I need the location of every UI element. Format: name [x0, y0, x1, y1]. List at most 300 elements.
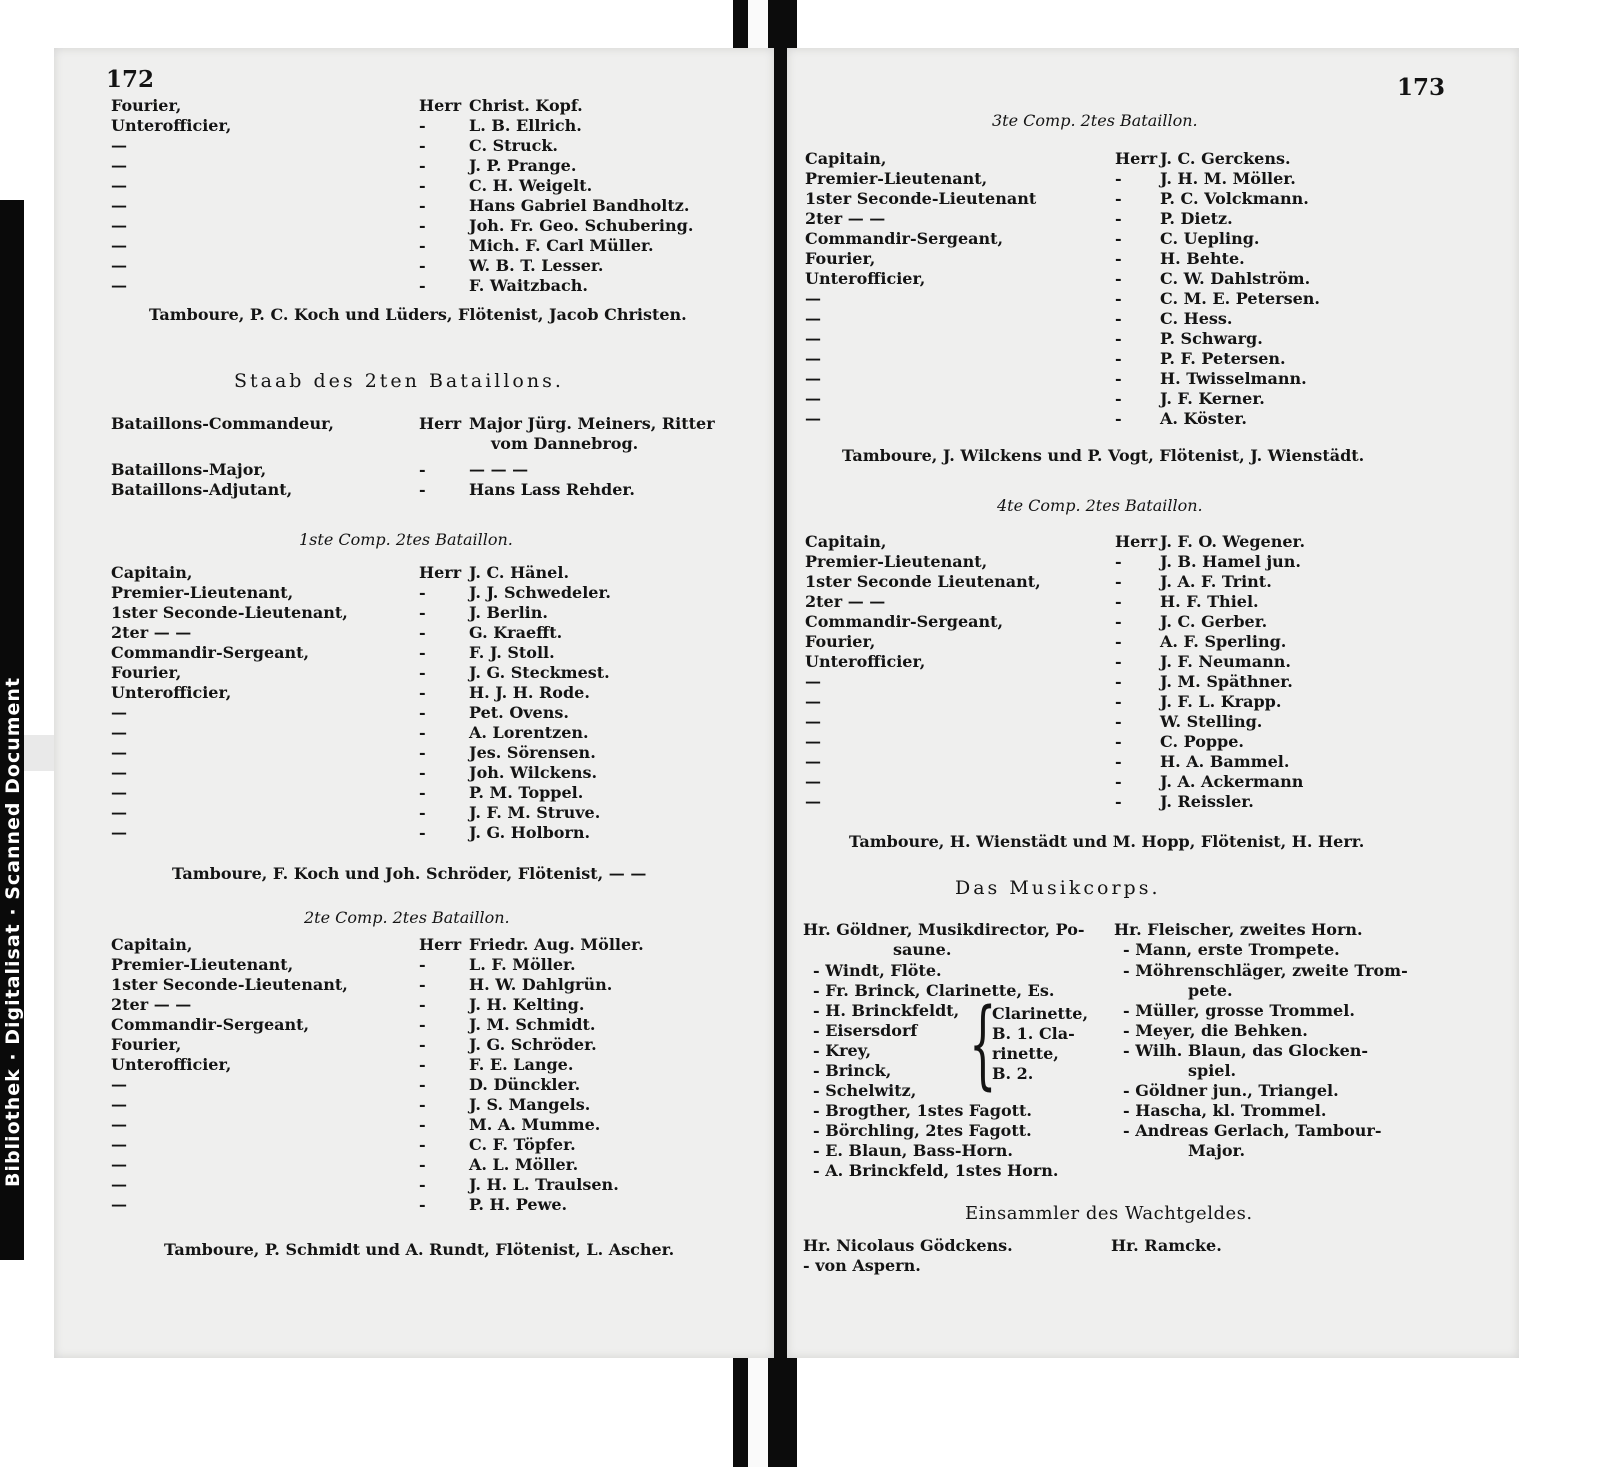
title-prefix: -: [419, 603, 426, 622]
roster-row: [111, 803, 789, 823]
title-prefix: -: [419, 176, 426, 195]
roster-row: [111, 196, 789, 216]
musician-entry: - Andreas Gerlach, Tambour-: [1123, 1121, 1382, 1140]
roster-row: [111, 1135, 789, 1155]
person-name: Friedr. Aug. Möller.: [469, 935, 644, 954]
person-name: H. Behte.: [1160, 249, 1245, 268]
rank-label: Bataillons-Commandeur,: [111, 414, 334, 433]
musician-entry: - Krey,: [813, 1041, 872, 1060]
person-name: J. C. Gerckens.: [1160, 149, 1291, 168]
roster-row: [111, 1155, 789, 1175]
instrument-label: Clarinette,: [992, 1004, 1089, 1023]
title-prefix: -: [1115, 309, 1122, 328]
roster-row: [111, 460, 751, 480]
person-name: Joh. Wilckens.: [469, 763, 598, 782]
person-name: J. C. Hänel.: [469, 563, 570, 582]
person-name: P. C. Volckmann.: [1160, 189, 1309, 208]
roster-row: [805, 612, 1480, 632]
musician-entry: - Fr. Brinck, Clarinette, Es.: [813, 981, 1055, 1000]
rank-label: —: [111, 743, 127, 762]
title-prefix: -: [419, 663, 426, 682]
roster-row: [111, 783, 789, 803]
roster-row: [805, 249, 1480, 269]
title-prefix: -: [419, 1055, 426, 1074]
title-prefix: -: [1115, 409, 1122, 428]
title-prefix: Herr: [419, 563, 462, 582]
roster-row: [805, 389, 1480, 409]
person-name: J. H. L. Traulsen.: [469, 1175, 619, 1194]
roster-row: [111, 236, 789, 256]
person-name: L. F. Möller.: [469, 955, 576, 974]
title-prefix: -: [419, 460, 426, 479]
person-name: Hans Lass Rehder.: [469, 480, 635, 499]
musician-entry: - Göldner jun., Triangel.: [1123, 1081, 1339, 1100]
title-prefix: -: [419, 236, 426, 255]
person-name: J. Berlin.: [469, 603, 548, 622]
title-prefix: -: [1115, 772, 1122, 791]
person-name: P. H. Pewe.: [469, 1195, 568, 1214]
title-prefix: -: [1115, 712, 1122, 731]
roster-row: [111, 414, 751, 453]
person-name: C. Poppe.: [1160, 732, 1244, 751]
musician-entry: - Möhrenschläger, zweite Trom-: [1123, 961, 1408, 980]
title-prefix: -: [419, 276, 426, 295]
person-name: G. Kraefft.: [469, 623, 563, 642]
title-prefix: -: [419, 1175, 426, 1194]
title-prefix: -: [419, 643, 426, 662]
person-name: Hans Gabriel Bandholtz.: [469, 196, 690, 215]
roster-row: [111, 603, 789, 623]
title-prefix: -: [419, 1195, 426, 1214]
title-prefix: -: [419, 1155, 426, 1174]
roster-row: [805, 672, 1480, 692]
title-prefix: Herr: [419, 96, 462, 115]
musician-entry: - Schelwitz,: [813, 1081, 917, 1100]
rank-label: 1ster Seconde-Lieutenant: [805, 189, 1037, 208]
person-name: F. J. Stoll.: [469, 643, 555, 662]
scan-edge-label: Bibliothek · Digitalisat · Scanned Document: [2, 676, 24, 1188]
title-prefix: -: [419, 823, 426, 842]
rank-label: Fourier,: [111, 1035, 182, 1054]
roster-row: [111, 1055, 789, 1075]
title-prefix: -: [1115, 289, 1122, 308]
rank-label: —: [111, 1115, 127, 1134]
roster-row: [111, 763, 789, 783]
company-heading: 4te Comp. 2tes Bataillon.: [997, 496, 1203, 515]
title-prefix: -: [1115, 552, 1122, 571]
roster-row: [805, 269, 1480, 289]
person-name: C. F. Töpfer.: [469, 1135, 576, 1154]
roster-row: [805, 329, 1480, 349]
musician-entry: - Müller, grosse Trommel.: [1123, 1001, 1355, 1020]
title-prefix: Herr: [419, 414, 462, 433]
roster-row: [111, 1015, 789, 1035]
roster-row: [805, 552, 1480, 572]
section-heading: Staab des 2ten Bataillons.: [234, 370, 564, 392]
person-name: H. W. Dahlgrün.: [469, 975, 613, 994]
person-name: J. M. Späthner.: [1160, 672, 1293, 691]
person-name: Christ. Kopf.: [469, 96, 583, 115]
roster-row: [805, 169, 1480, 189]
rank-label: Fourier,: [805, 632, 876, 651]
title-prefix: -: [419, 1075, 426, 1094]
rank-label: Unterofficier,: [805, 269, 926, 288]
roster-row: [805, 349, 1480, 369]
musician-entry: saune.: [893, 940, 952, 959]
person-name: J. G. Holborn.: [469, 823, 591, 842]
rank-label: —: [111, 176, 127, 195]
roster-row: [805, 209, 1480, 229]
title-prefix: -: [1115, 269, 1122, 288]
title-prefix: -: [1115, 249, 1122, 268]
roster-row: [111, 216, 789, 236]
title-prefix: -: [419, 216, 426, 235]
roster-row: [111, 723, 789, 743]
rank-label: Capitain,: [111, 563, 193, 582]
roster-row: [805, 732, 1480, 752]
musician-entry: - Wilh. Blaun, das Glocken-: [1123, 1041, 1369, 1060]
roster-row: [805, 692, 1480, 712]
musician-entry: spiel.: [1188, 1061, 1237, 1080]
rank-label: Commandir-Sergeant,: [805, 612, 1004, 631]
rank-label: —: [805, 349, 821, 368]
title-prefix: -: [419, 955, 426, 974]
right-page-text: [787, 48, 1519, 1358]
person-name: C. Uepling.: [1160, 229, 1260, 248]
musician-entry: Major.: [1188, 1141, 1246, 1160]
rank-label: Commandir-Sergeant,: [805, 229, 1004, 248]
person-name: J. J. Schwedeler.: [469, 583, 611, 602]
title-prefix: -: [419, 703, 426, 722]
company-heading: 1ste Comp. 2tes Bataillon.: [299, 530, 513, 549]
roster-row: [805, 772, 1480, 792]
roster-row: [111, 1175, 789, 1195]
person-name: J. G. Schröder.: [469, 1035, 597, 1054]
musician-entry: - Brinck,: [813, 1061, 892, 1080]
title-prefix: -: [419, 763, 426, 782]
title-prefix: -: [1115, 592, 1122, 611]
title-prefix: -: [1115, 792, 1122, 811]
person-name: J. B. Hamel jun.: [1160, 552, 1301, 571]
musician-entry: - Windt, Flöte.: [813, 961, 942, 980]
person-name: F. Waitzbach.: [469, 276, 588, 295]
scan-edge-strip: [0, 200, 24, 1260]
roster-row: [111, 176, 789, 196]
rank-label: —: [111, 1195, 127, 1214]
roster-row: [111, 156, 789, 176]
person-name: H. Twisselmann.: [1160, 369, 1307, 388]
rank-label: —: [805, 289, 821, 308]
rank-label: —: [111, 803, 127, 822]
tamboure-line: Tamboure, H. Wienstädt und M. Hopp, Flötenist, H. Herr.: [849, 832, 1365, 851]
title-prefix: -: [1115, 189, 1122, 208]
rank-label: —: [111, 236, 127, 255]
title-prefix: -: [419, 1135, 426, 1154]
rank-label: —: [111, 763, 127, 782]
roster-row: [805, 149, 1480, 169]
title-prefix: -: [419, 1015, 426, 1034]
rank-label: —: [111, 1175, 127, 1194]
roster-row: [111, 1195, 789, 1215]
rank-label: Unterofficier,: [111, 683, 232, 702]
rank-label: —: [111, 823, 127, 842]
rank-label: Commandir-Sergeant,: [111, 643, 310, 662]
title-prefix: Herr: [1115, 149, 1158, 168]
rank-label: Unterofficier,: [111, 116, 232, 135]
rank-label: —: [805, 409, 821, 428]
rank-label: —: [805, 792, 821, 811]
collector-entry: Hr. Ramcke.: [1111, 1236, 1222, 1255]
person-name: H. A. Bammel.: [1160, 752, 1290, 771]
roster-row: [111, 116, 789, 136]
title-prefix: -: [419, 723, 426, 742]
title-prefix: -: [419, 975, 426, 994]
company-heading: 3te Comp. 2tes Bataillon.: [992, 111, 1198, 130]
person-name: Jes. Sörensen.: [469, 743, 596, 762]
title-prefix: -: [1115, 169, 1122, 188]
page-number-left: 172: [106, 66, 155, 93]
person-name: Mich. F. Carl Müller.: [469, 236, 654, 255]
title-prefix: -: [419, 683, 426, 702]
musician-entry: - Meyer, die Behken.: [1123, 1021, 1308, 1040]
roster-row: [805, 409, 1480, 429]
roster-row: [805, 592, 1480, 612]
musician-entry: - Eisersdorf: [813, 1021, 918, 1040]
title-prefix: -: [1115, 329, 1122, 348]
person-name: C. Hess.: [1160, 309, 1233, 328]
rank-label: —: [111, 1075, 127, 1094]
rank-label: —: [111, 723, 127, 742]
person-name: Joh. Fr. Geo. Schubering.: [469, 216, 694, 235]
title-prefix: -: [419, 803, 426, 822]
title-prefix: -: [1115, 672, 1122, 691]
roster-row: [111, 563, 789, 583]
rank-label: 1ster Seconde-Lieutenant,: [111, 603, 348, 622]
roster-row: [111, 643, 789, 663]
rank-label: —: [111, 1095, 127, 1114]
roster-row: [805, 289, 1480, 309]
person-name: P. F. Petersen.: [1160, 349, 1286, 368]
title-prefix: -: [1115, 732, 1122, 751]
rank-label: —: [111, 256, 127, 275]
title-prefix: -: [1115, 572, 1122, 591]
person-name: H. F. Thiel.: [1160, 592, 1259, 611]
person-name: J. Reissler.: [1160, 792, 1254, 811]
roster-row: [111, 743, 789, 763]
person-name: J. F. Kerner.: [1160, 389, 1265, 408]
roster-row: [111, 823, 789, 843]
rank-label: Fourier,: [111, 663, 182, 682]
roster-row: [111, 480, 751, 500]
rank-label: 1ster Seconde Lieutenant,: [805, 572, 1041, 591]
rank-label: Capitain,: [805, 532, 887, 551]
person-name: A. Köster.: [1160, 409, 1247, 428]
title-prefix: Herr: [419, 935, 462, 954]
rank-label: 1ster Seconde-Lieutenant,: [111, 975, 348, 994]
person-name: P. Dietz.: [1160, 209, 1233, 228]
title-prefix: -: [419, 136, 426, 155]
roster-row: [111, 96, 789, 116]
instrument-label: B. 1. Cla-: [992, 1024, 1075, 1043]
person-name: J. A. Ackermann: [1160, 772, 1304, 791]
person-name: J. H. Kelting.: [469, 995, 585, 1014]
rank-label: —: [111, 1155, 127, 1174]
roster-row: [111, 623, 789, 643]
rank-label: Fourier,: [805, 249, 876, 268]
person-name: J. S. Mangels.: [469, 1095, 591, 1114]
musician-entry: - Mann, erste Trompete.: [1123, 940, 1340, 959]
section-heading: Das Musikcorps.: [955, 877, 1161, 899]
title-prefix: -: [1115, 209, 1122, 228]
roster-row: [805, 792, 1480, 812]
person-name: J. A. F. Trint.: [1160, 572, 1272, 591]
tamboure-line: Tamboure, P. C. Koch und Lüders, Flötenist, Jacob Christen.: [149, 305, 687, 324]
rank-label: —: [805, 369, 821, 388]
title-prefix: -: [419, 156, 426, 175]
musician-entry: - Börchling, 2tes Fagott.: [813, 1121, 1032, 1140]
roster-row: [805, 712, 1480, 732]
rank-label: —: [111, 136, 127, 155]
person-name: C. Struck.: [469, 136, 558, 155]
title-prefix: -: [419, 256, 426, 275]
instrument-label: rinette,: [992, 1044, 1059, 1063]
tamboure-line: Tamboure, F. Koch und Joh. Schröder, Flötenist, — —: [172, 864, 647, 883]
rank-label: Unterofficier,: [111, 1055, 232, 1074]
rank-label: —: [111, 783, 127, 802]
rank-label: Bataillons-Major,: [111, 460, 267, 479]
rank-label: Premier-Lieutenant,: [805, 169, 988, 188]
collector-entry: Hr. Nicolaus Gödckens.: [803, 1236, 1013, 1255]
title-prefix: -: [419, 1035, 426, 1054]
roster-row: [805, 309, 1480, 329]
roster-row: [111, 136, 789, 156]
title-prefix: -: [1115, 692, 1122, 711]
roster-row: [111, 935, 789, 955]
roster-row: [805, 632, 1480, 652]
person-name: A. L. Möller.: [469, 1155, 579, 1174]
roster-row: [805, 189, 1480, 209]
musician-entry: - Hascha, kl. Trommel.: [1123, 1101, 1327, 1120]
title-prefix: -: [419, 743, 426, 762]
rank-label: Bataillons-Adjutant,: [111, 480, 293, 499]
rank-label: 2ter — —: [805, 209, 886, 228]
company-heading: 2te Comp. 2tes Bataillon.: [304, 908, 510, 927]
roster-row: [111, 663, 789, 683]
rank-label: 2ter — —: [805, 592, 886, 611]
person-name: L. B. Ellrich.: [469, 116, 582, 135]
title-prefix: -: [1115, 389, 1122, 408]
person-name: F. E. Lange.: [469, 1055, 574, 1074]
roster-row: [111, 683, 789, 703]
person-name: C. W. Dahlström.: [1160, 269, 1311, 288]
title-prefix: -: [419, 116, 426, 135]
musician-entry: - E. Blaun, Bass-Horn.: [813, 1141, 1013, 1160]
title-prefix: -: [1115, 612, 1122, 631]
musician-entry: - A. Brinckfeld, 1stes Horn.: [813, 1161, 1059, 1180]
rank-label: —: [805, 712, 821, 731]
rank-label: 2ter — —: [111, 995, 192, 1014]
roster-row: [805, 369, 1480, 389]
title-prefix: -: [419, 1115, 426, 1134]
scan-edge-tab: [24, 735, 54, 771]
roster-row: [111, 1115, 789, 1135]
roster-row: [111, 995, 789, 1015]
rank-label: Capitain,: [805, 149, 887, 168]
person-name: Pet. Ovens.: [469, 703, 569, 722]
roster-row: [111, 1075, 789, 1095]
roster-row: [111, 1035, 789, 1055]
title-prefix: -: [1115, 349, 1122, 368]
curly-brace: {: [969, 988, 997, 1100]
title-prefix: -: [419, 995, 426, 1014]
person-name-continued: vom Dannebrog.: [491, 434, 639, 453]
tamboure-line: Tamboure, P. Schmidt und A. Rundt, Flötenist, L. Ascher.: [164, 1240, 675, 1259]
tamboure-line: Tamboure, J. Wilckens und P. Vogt, Flötenist, J. Wienstädt.: [842, 446, 1365, 465]
person-name: J. M. Schmidt.: [469, 1015, 596, 1034]
roster-row: [111, 256, 789, 276]
person-name: P. M. Toppel.: [469, 783, 584, 802]
rank-label: —: [111, 196, 127, 215]
rank-label: —: [805, 692, 821, 711]
title-prefix: -: [1115, 752, 1122, 771]
person-name: J. F. O. Wegener.: [1160, 532, 1306, 551]
person-name: — — —: [469, 460, 529, 479]
rank-label: Capitain,: [111, 935, 193, 954]
person-name: J. H. M. Möller.: [1160, 169, 1296, 188]
person-name: J. F. M. Struve.: [469, 803, 601, 822]
rank-label: —: [111, 1135, 127, 1154]
rank-label: —: [805, 309, 821, 328]
musician-entry: Hr. Fleischer, zweites Horn.: [1114, 920, 1363, 939]
person-name: J. F. L. Krapp.: [1160, 692, 1282, 711]
roster-row: [805, 229, 1480, 249]
left-page-text: [54, 48, 774, 1358]
rank-label: —: [111, 703, 127, 722]
rank-label: Commandir-Sergeant,: [111, 1015, 310, 1034]
title-prefix: -: [419, 783, 426, 802]
rank-label: Premier-Lieutenant,: [111, 583, 294, 602]
title-prefix: -: [419, 1095, 426, 1114]
person-name: C. M. E. Petersen.: [1160, 289, 1320, 308]
person-name: J. C. Gerber.: [1160, 612, 1268, 631]
page-number-right: 173: [1397, 74, 1446, 101]
roster-row: [805, 752, 1480, 772]
person-name: M. A. Mumme.: [469, 1115, 601, 1134]
person-name: D. Dünckler.: [469, 1075, 581, 1094]
rank-label: —: [805, 732, 821, 751]
rank-label: 2ter — —: [111, 623, 192, 642]
rank-label: —: [805, 329, 821, 348]
rank-label: —: [805, 772, 821, 791]
roster-row: [111, 975, 789, 995]
roster-row: [111, 703, 789, 723]
person-name: W. Stelling.: [1160, 712, 1263, 731]
roster-row: [111, 583, 789, 603]
title-prefix: -: [1115, 229, 1122, 248]
person-name: H. J. H. Rode.: [469, 683, 590, 702]
person-name: J. G. Steckmest.: [469, 663, 610, 682]
title-prefix: -: [419, 583, 426, 602]
roster-row: [805, 572, 1480, 592]
roster-row: [111, 955, 789, 975]
roster-row: [805, 532, 1480, 552]
roster-row: [111, 1095, 789, 1115]
rank-label: —: [111, 216, 127, 235]
person-name: A. F. Sperling.: [1160, 632, 1287, 651]
instrument-label: B. 2.: [992, 1064, 1034, 1083]
title-prefix: -: [419, 480, 426, 499]
title-prefix: Herr: [1115, 532, 1158, 551]
